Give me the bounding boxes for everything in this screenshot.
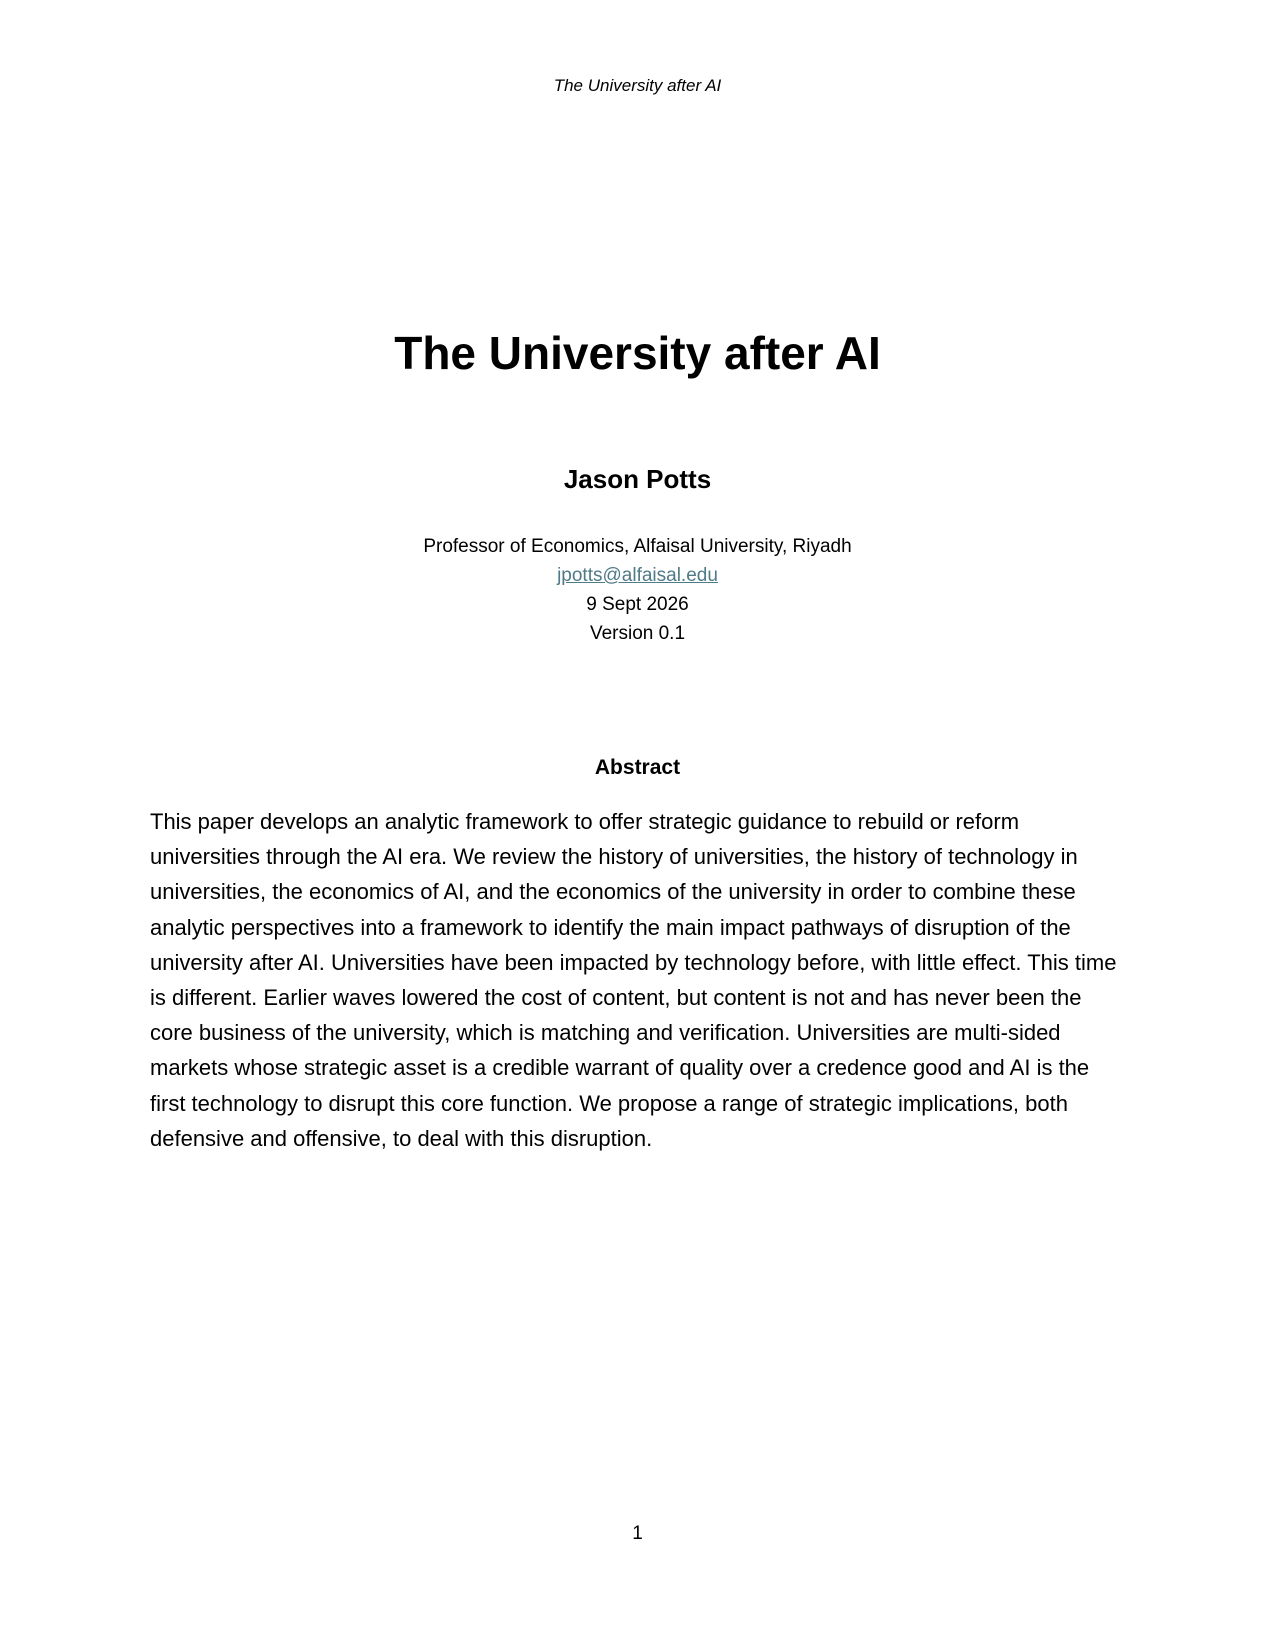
paper-title: The University after AI bbox=[394, 327, 881, 379]
paper-date: 9 Sept 2026 bbox=[586, 594, 689, 615]
author-details bbox=[0, 532, 1275, 648]
abstract-text: This paper develops an analytic framework to offer strategic guidance to rebuild or reform universities through the AI era. We review the history of universities, the history of technology in universities, the economics of AI, and the economics of the university in order to combine these analytic perspectives into a framework to identify the main impact pathways of disruption of the university after AI. Universities have been impacted by technology before, with little effect. This time is different. Earlier waves lowered the cost of content, but content is not and has never been the core business of the university, which is matching and verification. Universities are multi-sided markets whose strategic asset is a credible warrant of quality over a credence good and AI is the first technology to disrupt this core function. We propose a range of strategic implications, both defensive and offensive, to deal with this disruption. bbox=[150, 809, 1117, 1151]
paper-version: Version 0.1 bbox=[589, 623, 686, 644]
author-email-line bbox=[0, 561, 1275, 590]
author-name: Jason Potts bbox=[563, 464, 712, 494]
abstract-heading: Abstract bbox=[594, 756, 681, 779]
author-email-link[interactable]: jpotts@alfaisal.edu bbox=[557, 565, 718, 586]
running-header: The University after AI bbox=[553, 76, 722, 95]
author-affiliation: Professor of Economics, Alfaisal University, Riyadh bbox=[423, 536, 852, 557]
page-number: 1 bbox=[632, 1523, 643, 1544]
